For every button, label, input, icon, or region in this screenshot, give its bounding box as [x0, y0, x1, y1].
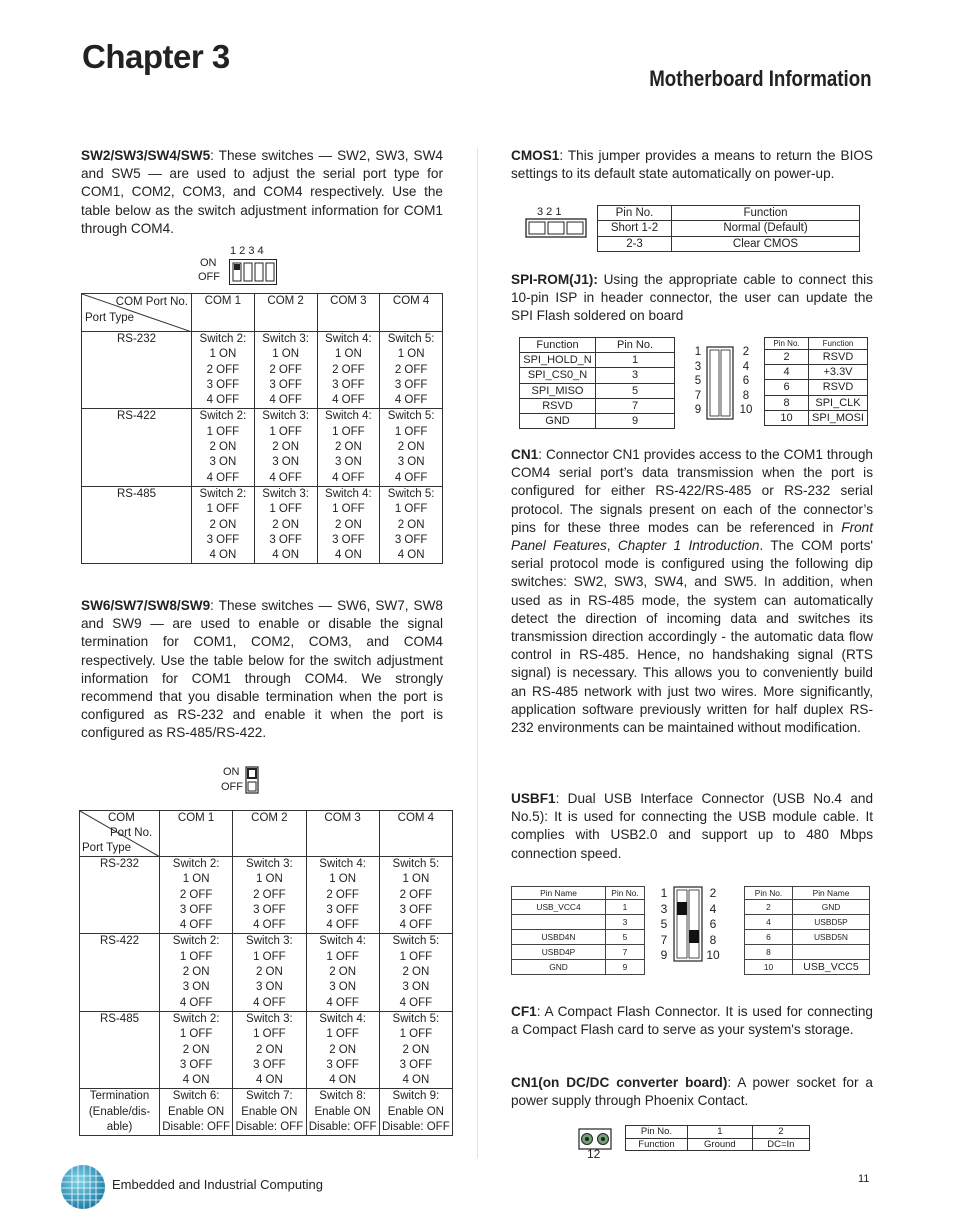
spi-cell: RSVD: [809, 380, 868, 395]
sw6-row-type: RS-485: [80, 1011, 160, 1088]
table-row: [626, 1126, 810, 1139]
sw6-row-type: Termination (Enable/dis- able): [80, 1089, 160, 1136]
sw6-header-com2: COM 2: [233, 811, 306, 857]
sw6-text: : These switches — SW6, SW7, SW8 and SW9 — are used to enable or disable the signal termination for COM1, COM2, COM3, and COM4 respectively. Use the table below for the switch adjustment information for COM1 through COM4. We strongly recommend that you disable termination when the port is configured as RS-232 and enable it when the port is configured as RS-485/RS-422.: [81, 598, 443, 741]
spi-paragraph: [511, 271, 873, 326]
cf1-paragraph: [511, 1003, 873, 1039]
spi-cell: SPI_CS0_N: [520, 368, 596, 383]
table-row: [82, 409, 443, 486]
table-row: [80, 857, 453, 934]
table-row: [80, 1089, 453, 1136]
spi-cell: SPI_HOLD_N: [520, 353, 596, 368]
spi-even-pin-labels: [738, 345, 754, 418]
pin-label: 2: [709, 886, 717, 900]
usbf1-cell: USB_VCC4: [512, 900, 606, 915]
dcdc-cell: Ground: [688, 1138, 753, 1151]
sw6-row-type: RS-232: [80, 857, 160, 934]
pin-label: 3: [660, 901, 668, 916]
sw6-header-com3: COM 3: [306, 811, 379, 857]
usbf1-cell: 8: [745, 945, 793, 960]
sw2-cell: Switch 5: 1 OFF 2 ON 3 ON 4 OFF: [380, 409, 443, 486]
cmos-cell: Normal (Default): [672, 221, 860, 236]
sw2-header-com3: COM 3: [317, 294, 380, 332]
usbf1-cell: USB_VCC5: [793, 960, 870, 975]
cn1-title: CN1: [511, 447, 539, 462]
spi-left-header-pin: Pin No.: [596, 338, 675, 353]
sw2-table-corner: [82, 294, 192, 332]
usbf1-cell: USBD5N: [793, 930, 870, 945]
usbf1-cell: 3: [606, 915, 645, 930]
sw6-cell: Switch 8: Enable ON Disable: OFF: [306, 1089, 379, 1136]
usbf1-right-table: [744, 886, 870, 975]
dcdc-cell: 2: [752, 1126, 809, 1139]
table-row: [745, 915, 870, 930]
table-row: [80, 1011, 453, 1088]
dcdc-table: [625, 1125, 810, 1151]
cmos-table: [597, 205, 860, 252]
usbf1-cell: USBD4N: [512, 930, 606, 945]
cn1-text-1: : Connector CN1 provides access to the COM1 through COM4 serial port’s data transmission when the port is configured for either RS-422/RS-485 or RS-232 serial protocol. The signals present on each of the connector’s pins for these three modes can be referenced in: [511, 447, 873, 535]
section-title: Motherboard Information: [649, 66, 872, 91]
table-row: [520, 353, 675, 368]
pin-label: 3: [694, 360, 702, 373]
sw6-title: SW6/SW7/SW8/SW9: [81, 598, 211, 613]
sw6-cell: Switch 7: Enable ON Disable: OFF: [233, 1089, 306, 1136]
pin-label: 1: [660, 886, 668, 900]
pin-label: 4: [709, 901, 717, 916]
sw6-cell: Switch 4: 1 ON 2 OFF 3 OFF 4 OFF: [306, 857, 379, 934]
sw6-table-corner: [80, 811, 160, 857]
sw2-row-type: RS-232: [82, 332, 192, 409]
sw2-row-type: RS-422: [82, 409, 192, 486]
table-row: [512, 930, 645, 945]
sw6-corner-top: COM: [108, 812, 135, 824]
spi-cell: 9: [596, 414, 675, 429]
table-row: [765, 410, 868, 425]
pin-label: 6: [742, 375, 750, 388]
spi-cell: 2: [765, 350, 809, 365]
sw6-dip-switch-icon: [245, 766, 259, 794]
usbf1-odd-pin-labels: [658, 886, 670, 964]
usbf1-cell: USBD5P: [793, 915, 870, 930]
table-row: [520, 383, 675, 398]
table-row: [520, 414, 675, 429]
spi-cell: 6: [765, 380, 809, 395]
table-row: [765, 395, 868, 410]
spi-right-header-pin: Pin No.: [765, 338, 809, 350]
usbf1-cell: [793, 945, 870, 960]
pin-label: 6: [709, 917, 717, 931]
sw6-cell: Switch 2: 1 ON 2 OFF 3 OFF 4 OFF: [160, 857, 233, 934]
footer-text: Embedded and Industrial Computing: [112, 1177, 324, 1192]
table-row: [765, 350, 868, 365]
usbf1-even-pin-labels: [705, 886, 721, 964]
sw6-cell: Switch 3: 1 ON 2 OFF 3 OFF 4 OFF: [233, 857, 306, 934]
pin-label: 4: [742, 360, 750, 373]
sw2-corner-bottom: Port Type: [85, 312, 135, 324]
pin-label: 5: [694, 375, 702, 388]
usbf1-title: USBF1: [511, 791, 556, 806]
sw6-cell: Switch 3: 1 OFF 2 ON 3 ON 4 OFF: [233, 934, 306, 1011]
usbf1-cell: 6: [745, 930, 793, 945]
sw6-cell: Switch 2: 1 OFF 2 ON 3 OFF 4 ON: [160, 1011, 233, 1088]
usbf1-cell: 7: [606, 945, 645, 960]
sw2-table: [81, 293, 443, 564]
spi-cell: 10: [765, 410, 809, 425]
sw2-dip-off-label: OFF: [198, 271, 220, 283]
dcdc-cell: Pin No.: [626, 1126, 688, 1139]
cmos-cell: 2-3: [598, 236, 672, 251]
table-row: [745, 900, 870, 915]
sw2-header-com4: COM 4: [380, 294, 443, 332]
table-row: [765, 365, 868, 380]
spi-cell: 8: [765, 395, 809, 410]
cn1-text-2: . The COM ports' serial protocol mode is configured using the following dip switches: SW2, SW3, SW4, and SW5. In addition, when used as in RS-485 mode, the system can automatically detect the direction of incoming data and switches its transmission direction accordingly - the automatic data flow control in RS-485. Hence, no handshaking signal (RTS signal) is necessary. This allows you to conveniently build an RS-485 network with just two wires. More significantly, application software previously written for half duplex RS-232 environments can be maintained without modification.: [511, 538, 873, 736]
dcdc-cell: DC=In: [752, 1138, 809, 1151]
sw2-row-type: RS-485: [82, 486, 192, 563]
cn1-paragraph: [511, 446, 873, 737]
sw2-cell: Switch 4: 1 OFF 2 ON 3 ON 4 OFF: [317, 409, 380, 486]
spi-cell: SPI_MISO: [520, 383, 596, 398]
spi-cell: 3: [596, 368, 675, 383]
sw2-cell: Switch 5: 1 ON 2 OFF 3 OFF 4 OFF: [380, 332, 443, 409]
cmos-paragraph: [511, 147, 873, 183]
table-row: [520, 368, 675, 383]
dcdc-pin-label: 12: [587, 1147, 601, 1161]
sw6-header-com1: COM 1: [160, 811, 233, 857]
sw2-header-com2: COM 2: [254, 294, 317, 332]
table-row: [512, 960, 645, 975]
sw2-cell: Switch 3: 1 OFF 2 ON 3 OFF 4 ON: [254, 486, 317, 563]
sw6-header-com4: COM 4: [379, 811, 452, 857]
sw6-paragraph: [81, 597, 443, 743]
usbf1-cell: 1: [606, 900, 645, 915]
sw6-cell: Switch 6: Enable ON Disable: OFF: [160, 1089, 233, 1136]
usbf1-cell: 2: [745, 900, 793, 915]
sw2-header-com1: COM 1: [192, 294, 255, 332]
spi-odd-pin-labels: [692, 345, 704, 418]
sw2-cell: Switch 3: 1 ON 2 OFF 3 OFF 4 OFF: [254, 332, 317, 409]
usbf1-cell: GND: [512, 960, 606, 975]
dcdc-text: : A power socket for a power supply through Phoenix Contact.: [511, 1075, 873, 1109]
usbf1-cell: 5: [606, 930, 645, 945]
sw2-corner-top: COM Port No.: [115, 296, 188, 308]
sw6-cell: Switch 5: 1 OFF 2 ON 3 OFF 4 ON: [379, 1011, 452, 1088]
pin-label: 9: [694, 404, 702, 417]
table-row: [80, 934, 453, 1011]
cmos-jumper-icon: [525, 218, 587, 238]
spi-right-header-function: Function: [809, 338, 868, 350]
table-row: [512, 945, 645, 960]
sw2-cell: Switch 3: 1 OFF 2 ON 3 ON 4 OFF: [254, 409, 317, 486]
table-row: [82, 332, 443, 409]
cmos-text: : This jumper provides a means to return the BIOS settings to its default state automatically on power-up.: [511, 148, 873, 182]
dcdc-paragraph: [511, 1074, 873, 1110]
usbf1-text: : Dual USB Interface Connector (USB No.4 and No.5): It is used for connecting the USB module cable. It complies with USB2.0 and support up to 480 Mbps connection speed.: [511, 791, 873, 861]
cn1-italic-2: Chapter 1 Introduction: [617, 538, 760, 554]
table-row: [82, 486, 443, 563]
spi-cell: RSVD: [520, 398, 596, 413]
pin-label: 9: [660, 948, 668, 962]
table-row: [520, 398, 675, 413]
usbf1-right-header-pin: Pin No.: [745, 887, 793, 900]
cmos-pin-labels: 3 2 1: [537, 206, 562, 218]
table-row: [626, 1138, 810, 1151]
table-row: [745, 945, 870, 960]
usbf1-cell: USBD4P: [512, 945, 606, 960]
pin-label: 5: [660, 917, 668, 931]
cmos-header-pin: Pin No.: [598, 206, 672, 221]
sw2-text: : These switches — SW2, SW3, SW4 and SW5 — are used to adjust the serial port type for COM1, COM2, COM3, and COM4 respectively. Use the table below as the switch adjustment information for COM1 through COM4.: [81, 148, 443, 236]
pin-label: 2: [742, 346, 750, 358]
sw2-title: SW2/SW3/SW4/SW5: [81, 148, 211, 163]
spi-cell: GND: [520, 414, 596, 429]
cf1-title: CF1: [511, 1004, 537, 1019]
spi-right-table: [764, 337, 868, 426]
cmos-header-function: Function: [672, 206, 860, 221]
spi-left-header-function: Function: [520, 338, 596, 353]
pin-label: 1: [694, 346, 702, 358]
sw6-dip-off-label: OFF: [221, 781, 243, 793]
cn1-italic-1: Front Panel Features: [511, 519, 873, 554]
sw6-table: [79, 810, 453, 1136]
spi-cell: 4: [765, 365, 809, 380]
page-number: 11: [858, 1173, 870, 1185]
sw2-dip-switch-icon: [230, 260, 276, 284]
spi-left-table: [519, 337, 675, 429]
sw6-cell: Switch 2: 1 OFF 2 ON 3 ON 4 OFF: [160, 934, 233, 1011]
sw2-cell: Switch 2: 1 OFF 2 ON 3 OFF 4 ON: [192, 486, 255, 563]
sw2-cell: Switch 4: 1 OFF 2 ON 3 OFF 4 ON: [317, 486, 380, 563]
table-row: [765, 380, 868, 395]
usbf1-cell: 10: [745, 960, 793, 975]
table-row: [598, 221, 860, 236]
dcdc-cell: 1: [688, 1126, 753, 1139]
table-row: [512, 915, 645, 930]
sw2-cell: Switch 2: 1 ON 2 OFF 3 OFF 4 OFF: [192, 332, 255, 409]
globe-logo-icon: [60, 1164, 106, 1210]
spi-cell: RSVD: [809, 350, 868, 365]
column-divider: [477, 148, 478, 1158]
sw6-dip-on-label: ON: [223, 766, 240, 778]
spi-text: Using the appropriate cable to connect this 10-pin ISP in header connector, the user can update the SPI Flash soldered on board: [511, 272, 873, 324]
usbf1-left-header-name: Pin Name: [512, 887, 606, 900]
sw6-cell: Switch 9: Enable ON Disable: OFF: [379, 1089, 452, 1136]
cmos-cell: Short 1-2: [598, 221, 672, 236]
sw2-cell: Switch 4: 1 ON 2 OFF 3 OFF 4 OFF: [317, 332, 380, 409]
usbf1-cell: [512, 915, 606, 930]
cmos-title: CMOS1: [511, 148, 560, 163]
spi-title: SPI-ROM(J1):: [511, 272, 598, 287]
spi-cell: 5: [596, 383, 675, 398]
sw6-corner-mid: Port No.: [110, 827, 153, 839]
pin-label: 10: [739, 404, 753, 417]
sw6-cell: Switch 5: 1 OFF 2 ON 3 ON 4 OFF: [379, 934, 452, 1011]
usbf1-paragraph: [511, 790, 873, 863]
dcdc-cell: Function: [626, 1138, 688, 1151]
table-row: [598, 236, 860, 251]
sw6-cell: Switch 4: 1 OFF 2 ON 3 OFF 4 ON: [306, 1011, 379, 1088]
table-row: [745, 960, 870, 975]
sw6-corner-bottom: Port Type: [82, 842, 132, 854]
cmos-cell: Clear CMOS: [672, 236, 860, 251]
table-row: [745, 930, 870, 945]
sw2-dip-numbers: 1 2 3 4: [230, 245, 264, 257]
sw6-row-type: RS-422: [80, 934, 160, 1011]
pin-label: 8: [742, 389, 750, 402]
usbf1-left-table: [511, 886, 645, 975]
dcdc-title: CN1(on DC/DC converter board): [511, 1075, 728, 1090]
pin-label: 7: [694, 389, 702, 402]
chapter-title: Chapter 3: [82, 38, 230, 75]
sw2-dip-switch-diagram: [229, 259, 277, 285]
usbf1-right-header-name: Pin Name: [793, 887, 870, 900]
spi-header-connector-icon: [706, 346, 734, 420]
sw6-cell: Switch 4: 1 OFF 2 ON 3 ON 4 OFF: [306, 934, 379, 1011]
sw6-cell: Switch 3: 1 OFF 2 ON 3 OFF 4 ON: [233, 1011, 306, 1088]
spi-cell: SPI_CLK: [809, 395, 868, 410]
spi-cell: 1: [596, 353, 675, 368]
usbf1-left-header-pin: Pin No.: [606, 887, 645, 900]
pin-label: 10: [706, 948, 720, 962]
spi-cell: +3.3V: [809, 365, 868, 380]
usbf1-cell: GND: [793, 900, 870, 915]
spi-cell: SPI_MOSI: [809, 410, 868, 425]
pin-label: 8: [709, 932, 717, 947]
sw2-dip-on-label: ON: [200, 257, 217, 269]
sw6-cell: Switch 5: 1 ON 2 OFF 3 OFF 4 OFF: [379, 857, 452, 934]
table-row: [512, 900, 645, 915]
sw2-paragraph: [81, 147, 443, 238]
cn1-sep: ,: [606, 538, 618, 554]
usbf1-cell: 9: [606, 960, 645, 975]
cf1-text: : A Compact Flash Connector. It is used for connecting a Compact Flash card to serve as your system's storage.: [511, 1004, 873, 1038]
pin-label: 7: [660, 932, 668, 947]
sw2-cell: Switch 5: 1 OFF 2 ON 3 OFF 4 ON: [380, 486, 443, 563]
spi-cell: 7: [596, 398, 675, 413]
usbf1-header-connector-icon: [673, 886, 703, 962]
usbf1-cell: 4: [745, 915, 793, 930]
sw2-cell: Switch 2: 1 OFF 2 ON 3 ON 4 OFF: [192, 409, 255, 486]
